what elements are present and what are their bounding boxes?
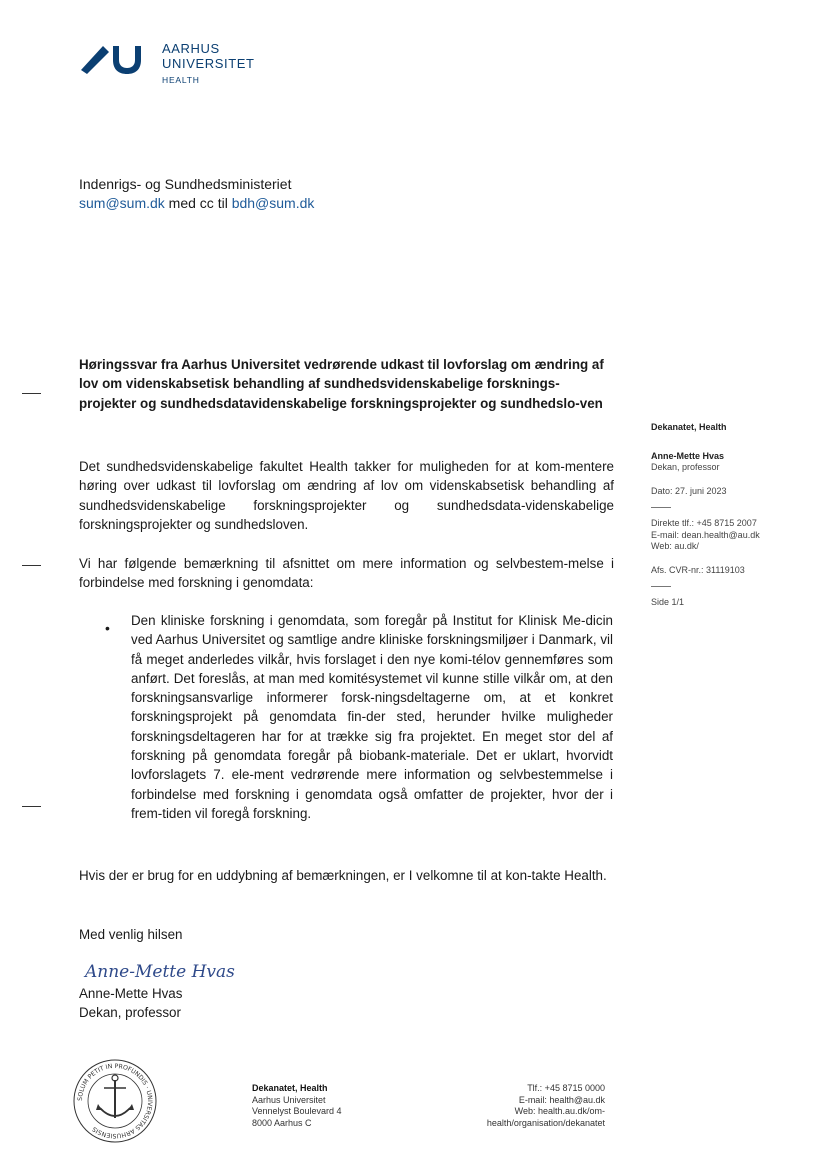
sidebar-divider: [651, 586, 671, 587]
paragraph-contact: Hvis der er brug for en uddybning af bemærkningen, er I velkomne til at kon-takte Health.: [79, 868, 607, 883]
bullet-paragraph: Den kliniske forskning i genomdata, som foregår på Institut for Klinisk Me-dicin ved Aarhus Universitet og samtlige andre kliniske forskningsmiljøer i Danmark, vil få meget anderledes vilkår, hvis forslaget i den nye komi-télov gennemføres som anført. Det foreslås, at man med komitésystemet vil kunne stille vilkår om, at den forskningsansvarlige informerer forsk-ningsdeltagerne om, at et konkret forskningsprojekt på genomdata fin-der sted, herunder hvilke muligheder forskningsdeltageren har for at trække sig fra projektet. En meget stor del af forskning på genomdata foregår på biobank-materiale. Det er uklart, hvorvidt lovforslagets 7. ele-ment vedrørende mere information og selvbestemmelse i forbindelse med forskning i genomdata også omfatter de projekter, hvor der i frem-tiden vil foregå forskning.: [131, 613, 613, 821]
university-seal-icon: [72, 1058, 158, 1144]
seal-text: SOLUM PETIT IN PROFUNDIS · UNIVERSITAS ARHUSIENSIS: [76, 1062, 154, 1140]
paragraph-remark: Vi har følgende bemærkning til afsnittet om mere information og selvbestem-melse i forbindelse med forskning i genomdata:: [79, 556, 614, 591]
recipient-email-link[interactable]: sum@sum.dk: [79, 195, 165, 211]
sidebar-web[interactable]: Web: au.dk/: [651, 541, 699, 551]
footer-web-2[interactable]: health/organisation/dekanatet: [486, 1117, 605, 1128]
sidebar-divider: [651, 507, 671, 508]
sidebar-person-title: Dekan, professor: [651, 462, 720, 472]
footer-contact: [430, 1083, 605, 1129]
recipient-block: [79, 175, 314, 213]
recipient-name: Indenrigs- og Sundhedsministeriet: [79, 176, 292, 192]
closing-greeting: Med venlig hilsen: [79, 927, 183, 942]
signatory-title: Dekan, professor: [79, 1005, 181, 1021]
footer-city: 8000 Aarhus C: [252, 1117, 312, 1128]
footer-email[interactable]: E-mail: health@au.dk: [518, 1094, 605, 1105]
cc-email-link[interactable]: bdh@sum.dk: [231, 195, 315, 211]
footer-phone: Tlf.: +45 8715 0000: [527, 1083, 605, 1093]
footer-web-1[interactable]: Web: health.au.dk/om-: [514, 1106, 605, 1116]
sidebar-person: [651, 451, 821, 474]
footer-org: Aarhus Universitet: [252, 1094, 326, 1105]
signatory-name: Anne-Mette Hvas: [79, 986, 183, 1001]
bullet-dot-icon: •: [105, 620, 110, 636]
sidebar-date: Dato: 27. juni 2023: [651, 485, 727, 496]
signature-script: Anne-Mette Hvas: [85, 962, 235, 982]
sidebar-contact: [651, 518, 821, 553]
sidebar-unit: Dekanatet, Health: [651, 422, 727, 432]
sidebar-email[interactable]: E-mail: dean.health@au.dk: [651, 529, 760, 540]
sender-sidebar: [651, 422, 821, 609]
fold-mark-middle: [22, 565, 41, 566]
logo-line-1: AARHUS: [162, 41, 220, 56]
logo-line-2: UNIVERSITET: [162, 56, 255, 71]
paragraph-intro: Det sundhedsvidenskabelige fakultet Health takker for muligheden for at kom-mentere høring over udkast til lovforslag om ændring af lov om videnskabsetisk behandling af sundhedsvidenskabelige forskningsprojekter og sundhedsdata-videnskabelige forskningsprojekter og sundhedsloven.: [79, 459, 614, 532]
au-logo-mark-icon: [79, 40, 145, 74]
au-logo-text: [162, 41, 255, 88]
signatory: [79, 984, 182, 1023]
sidebar-cvr: Afs. CVR-nr.: 31119103: [651, 564, 745, 575]
handwritten-signature: [83, 957, 263, 987]
fold-mark-top: [22, 393, 41, 394]
sidebar-person-name: Anne-Mette Hvas: [651, 450, 725, 461]
sidebar-phone: Direkte tlf.: +45 8715 2007: [651, 518, 757, 528]
footer-address: [252, 1083, 342, 1129]
sidebar-page-number: Side 1/1: [651, 597, 685, 607]
fold-mark-bottom: [22, 806, 41, 807]
recipient-email-line: [79, 194, 314, 213]
cc-text: med cc til: [164, 195, 232, 211]
logo-line-3: HEALTH: [162, 75, 200, 85]
footer-unit: Dekanatet, Health: [252, 1083, 328, 1093]
footer-street: Vennelyst Boulevard 4: [252, 1106, 342, 1116]
letter-subject: Høringssvar fra Aarhus Universitet vedrørende udkast til lovforslag om ændring af lov om videnskabsetisk behandling af sundhedsvidenskabelige forsknings-projekter og sundhedsdatavidenskabelige forskningsprojekter og sundhedslo-ven: [79, 357, 604, 411]
